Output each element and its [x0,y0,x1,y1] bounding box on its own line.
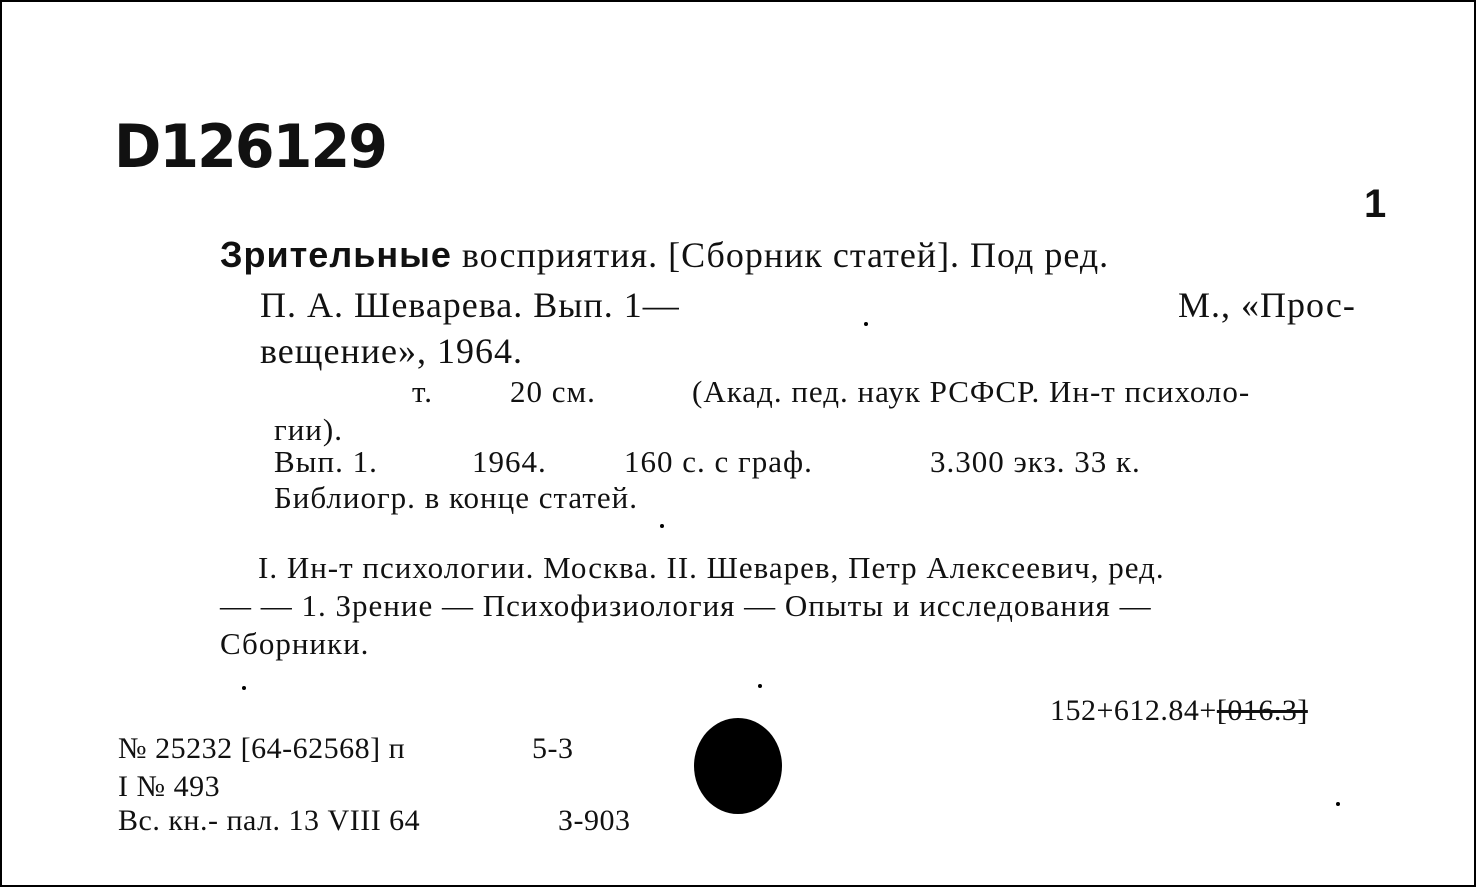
vyp-pages: 160 с. с граф. [624,444,813,479]
call-number: D126129 [114,112,386,182]
speck [660,524,664,528]
series-line-1: (Акад. пед. наук РСФСР. Ин-т психоло- [692,374,1251,409]
order-code-1: 5-3 [532,732,574,765]
series-size: 20 см. [510,374,596,409]
series-line-2: гии). [274,412,343,447]
speck [758,684,762,688]
punch-hole [694,718,782,814]
vyp-year: 1964. [472,444,547,479]
subjects-line-3: Сборники. [220,626,370,661]
speck [242,686,246,690]
vyp-issue: Вып. 1. [274,444,378,479]
classification-main: 152+612.84+ [1050,694,1217,727]
title-heading: Зрительные [220,234,452,275]
title-line-2-left: П. А. Шеварева. Вып. 1— [260,285,680,325]
title-line-1-rest [462,234,1390,276]
title-line-3: вещение», 1964. [260,331,523,371]
series-t: т. [412,374,433,409]
speck [1336,802,1340,806]
order-line-1: № 25232 [64-62568] п [118,732,406,765]
speck [864,322,868,326]
order-line-2: I № 493 [118,770,221,803]
title-line-1 [220,234,1390,276]
card-number: 1 [1364,182,1387,226]
order-code-3: З-903 [558,804,631,837]
classification [1050,694,1308,728]
bibliography-note: Библиогр. в конце статей. [274,480,639,515]
vyp-copies-price: 3.300 экз. 33 к. [930,444,1141,479]
title-line-2-right: М., «Прос- [1178,285,1356,325]
subjects-line-1: I. Ин-т психологии. Москва. II. Шеварев, Петр Алексеевич, ред. [258,550,1165,585]
title-rest-text: восприятия. [Сборник статей]. Под ред. [461,235,1110,275]
classification-struck: [016.3] [1216,694,1308,727]
subjects-line-2: — — 1. Зрение — Психофизиология — Опыты и исследования — [220,588,1152,623]
order-line-3: Вс. кн.- пал. 13 VIII 64 [118,804,421,837]
